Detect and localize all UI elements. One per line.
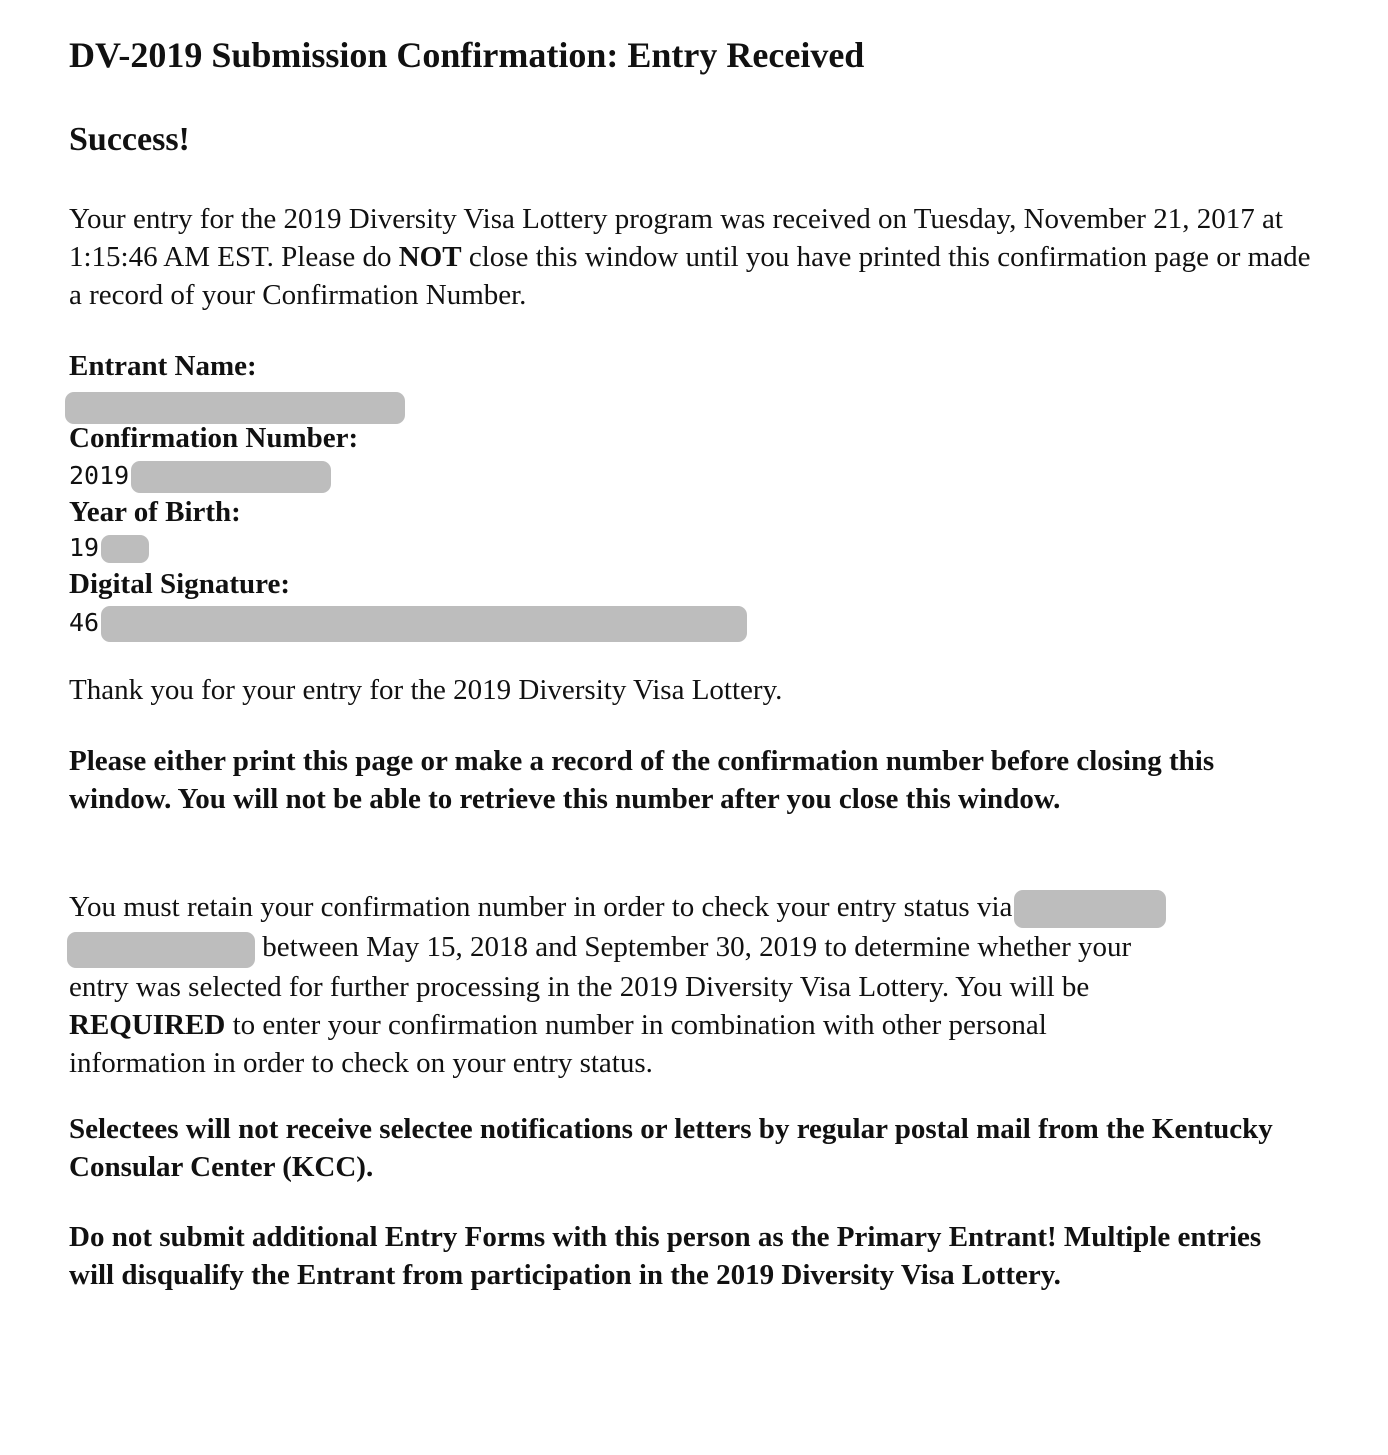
retain-line-4	[69, 1006, 1319, 1044]
thank-you-text: Thank you for your entry for the 2019 Diversity Visa Lottery.	[69, 674, 783, 706]
retain-line-5: information in order to check on your entry status.	[69, 1046, 653, 1079]
year-of-birth-redaction	[101, 535, 149, 563]
digital-signature-redaction	[101, 606, 747, 642]
intro-text-start: Your entry for the 2019 Diversity Visa Lottery program was received on Tuesday, November 21, 2017 at 1:15:46 AM EST. Please do	[69, 203, 1283, 273]
status-link-redaction-1	[1014, 890, 1166, 928]
selectees-notice: Selectees will not receive selectee notifications or letters by regular postal mail from the Kentucky Consular Center (KCC).	[69, 1113, 1273, 1183]
retain-text-1: You must retain your confirmation number in order to check your entry status via	[69, 891, 1013, 923]
intro-paragraph	[69, 200, 1319, 314]
print-warning: Please either print this page or make a record of the confirmation number before closing this window. You will not be able to retrieve this number after you close this window.	[69, 745, 1215, 815]
confirmation-number-redaction	[131, 461, 331, 493]
entrant-name-label: Entrant Name:	[69, 350, 257, 382]
year-of-birth-prefix: 19	[69, 533, 100, 562]
year-of-birth-label: Year of Birth:	[69, 496, 241, 528]
success-heading: Success!	[69, 121, 190, 158]
confirmation-number-label: Confirmation Number:	[69, 422, 359, 454]
intro-text-end: close this window until you have printed this confirmation page or made a record of your Confirmation Number.	[69, 241, 1311, 311]
retain-line-1	[69, 888, 1319, 928]
confirmation-number-value	[69, 460, 331, 493]
status-link-redaction-2	[67, 932, 255, 968]
year-of-birth-value	[69, 532, 149, 564]
intro-not-emphasis: NOT	[398, 241, 462, 273]
required-emphasis: REQUIRED	[69, 1008, 226, 1041]
retain-text-4: to enter your confirmation number in combination with other personal	[225, 1008, 1047, 1041]
page-title: DV-2019 Submission Confirmation: Entry Received	[69, 35, 865, 75]
digital-signature-label: Digital Signature:	[69, 568, 290, 600]
retain-text-2: between May 15, 2018 and September 30, 2019 to determine whether your	[255, 931, 1132, 964]
retain-line-2	[69, 928, 1319, 967]
confirmation-number-prefix: 2019	[69, 461, 130, 490]
retain-paragraph	[69, 888, 1319, 1082]
retain-line-3: entry was selected for further processing in the 2019 Diversity Visa Lottery. You will be	[69, 970, 1090, 1003]
confirmation-page	[69, 30, 1319, 1291]
digital-signature-prefix: 46	[69, 608, 100, 637]
disqualify-warning: Do not submit additional Entry Forms with this person as the Primary Entrant! Multiple entries will disqualify the Entrant from participation in the 2019 Diversity Visa Lottery.	[69, 1221, 1262, 1291]
digital-signature-value	[69, 606, 747, 642]
